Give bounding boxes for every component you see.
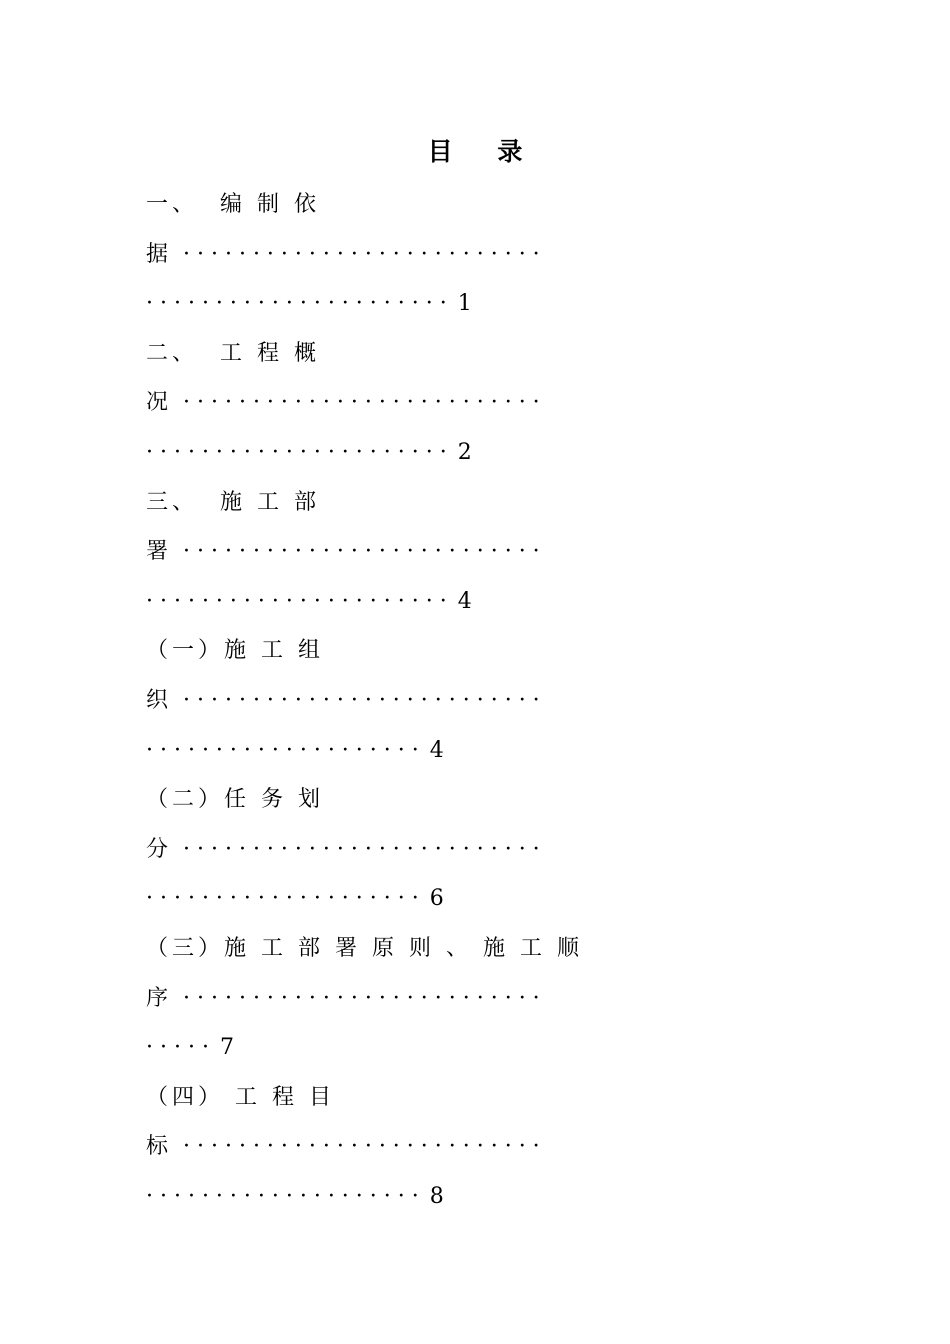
dot-leader: · · · · · · · · · · · · · · · · · · · · · · · · · ·: [183, 390, 540, 416]
dot-leader: · · · · · · · · · · · · · · · · · · · · · ·: [146, 439, 447, 465]
dot-leader: · · · · · · · · · · · · · · · · · · · ·: [146, 1183, 419, 1209]
dot-leader: · · · · · · · · · · · · · · · · · · · · · · · · · ·: [183, 1134, 540, 1160]
toc-entry-heading: （四） 工 程 目: [146, 1084, 335, 1110]
toc-entry-leader-line: [146, 279, 806, 329]
toc-page-number: 4: [429, 737, 444, 763]
toc-page-number: 8: [429, 1183, 444, 1209]
page-title: 目 录: [427, 137, 541, 166]
toc-entry-continuation: [146, 1122, 806, 1172]
toc-entry-continuation: [146, 974, 806, 1024]
toc-entry-last-char: 序: [146, 985, 173, 1011]
toc-page-number: 6: [429, 886, 444, 912]
dot-leader: · · · · · · · · · · · · · · · · · · · · · · · · · ·: [183, 836, 540, 862]
toc-entry-heading: 三、 施 工 部: [146, 489, 320, 515]
toc-entry-leader-line: [146, 428, 806, 478]
toc-entry[interactable]: [146, 478, 806, 627]
toc-entry-heading: （二）任 务 划: [146, 787, 324, 813]
dot-leader: · · · · · · · · · · · · · · · · · · · ·: [146, 737, 419, 763]
toc-entry[interactable]: [146, 924, 806, 1073]
toc-page-number: 7: [219, 1035, 234, 1061]
dot-leader: · · · · · · · · · · · · · · · · · · · · · · · · · ·: [183, 687, 540, 713]
toc-entry-last-char: 署: [146, 539, 173, 565]
toc-page-number: 4: [457, 588, 472, 614]
toc-entry-last-char: 况: [146, 390, 173, 416]
toc-entry-continuation: [146, 825, 806, 875]
toc-entry[interactable]: [146, 1073, 806, 1222]
toc-entry-leader-line: [146, 726, 806, 776]
toc-entry-leader-line: [146, 874, 806, 924]
toc-entry[interactable]: [146, 626, 806, 775]
toc-page-number: 2: [457, 439, 472, 465]
dot-leader: · · · · · · · · · · · · · · · · · · · · · · · · · ·: [183, 539, 540, 565]
toc-entry-continuation: [146, 676, 806, 726]
toc-entry[interactable]: [146, 329, 806, 478]
dot-leader: · · · · · · · · · · · · · · · · · · · ·: [146, 886, 419, 912]
dot-leader: · · · · ·: [146, 1035, 209, 1061]
toc-entry-leader-line: [146, 577, 806, 627]
toc-entry-leader-line: [146, 1023, 806, 1073]
toc-entry[interactable]: [146, 180, 806, 329]
toc-entry-last-char: 织: [146, 687, 173, 713]
toc-entry-last-char: 标: [146, 1134, 173, 1160]
toc-entry-continuation: [146, 527, 806, 577]
dot-leader: · · · · · · · · · · · · · · · · · · · · · ·: [146, 291, 447, 317]
dot-leader: · · · · · · · · · · · · · · · · · · · · · · · · · ·: [183, 985, 540, 1011]
toc-page-number: 1: [457, 291, 472, 317]
toc-entry-leader-line: [146, 1172, 806, 1222]
toc-entry-last-char: 据: [146, 241, 173, 267]
toc-entry-heading: （三）施 工 部 署 原 则 、 施 工 顺: [146, 935, 583, 961]
dot-leader: · · · · · · · · · · · · · · · · · · · · · · · · · ·: [183, 241, 540, 267]
dot-leader: · · · · · · · · · · · · · · · · · · · · · ·: [146, 588, 447, 614]
toc-entry-heading: 二、 工 程 概: [146, 340, 320, 366]
toc-entry-last-char: 分: [146, 836, 173, 862]
toc-entry-continuation: [146, 378, 806, 428]
toc-entry[interactable]: [146, 775, 806, 924]
toc-entry-heading: 一、 编 制 依: [146, 192, 320, 217]
toc-entry-continuation: [146, 230, 806, 280]
table-of-contents: [146, 180, 806, 1221]
toc-entry-heading: （一）施 工 组: [146, 638, 324, 664]
